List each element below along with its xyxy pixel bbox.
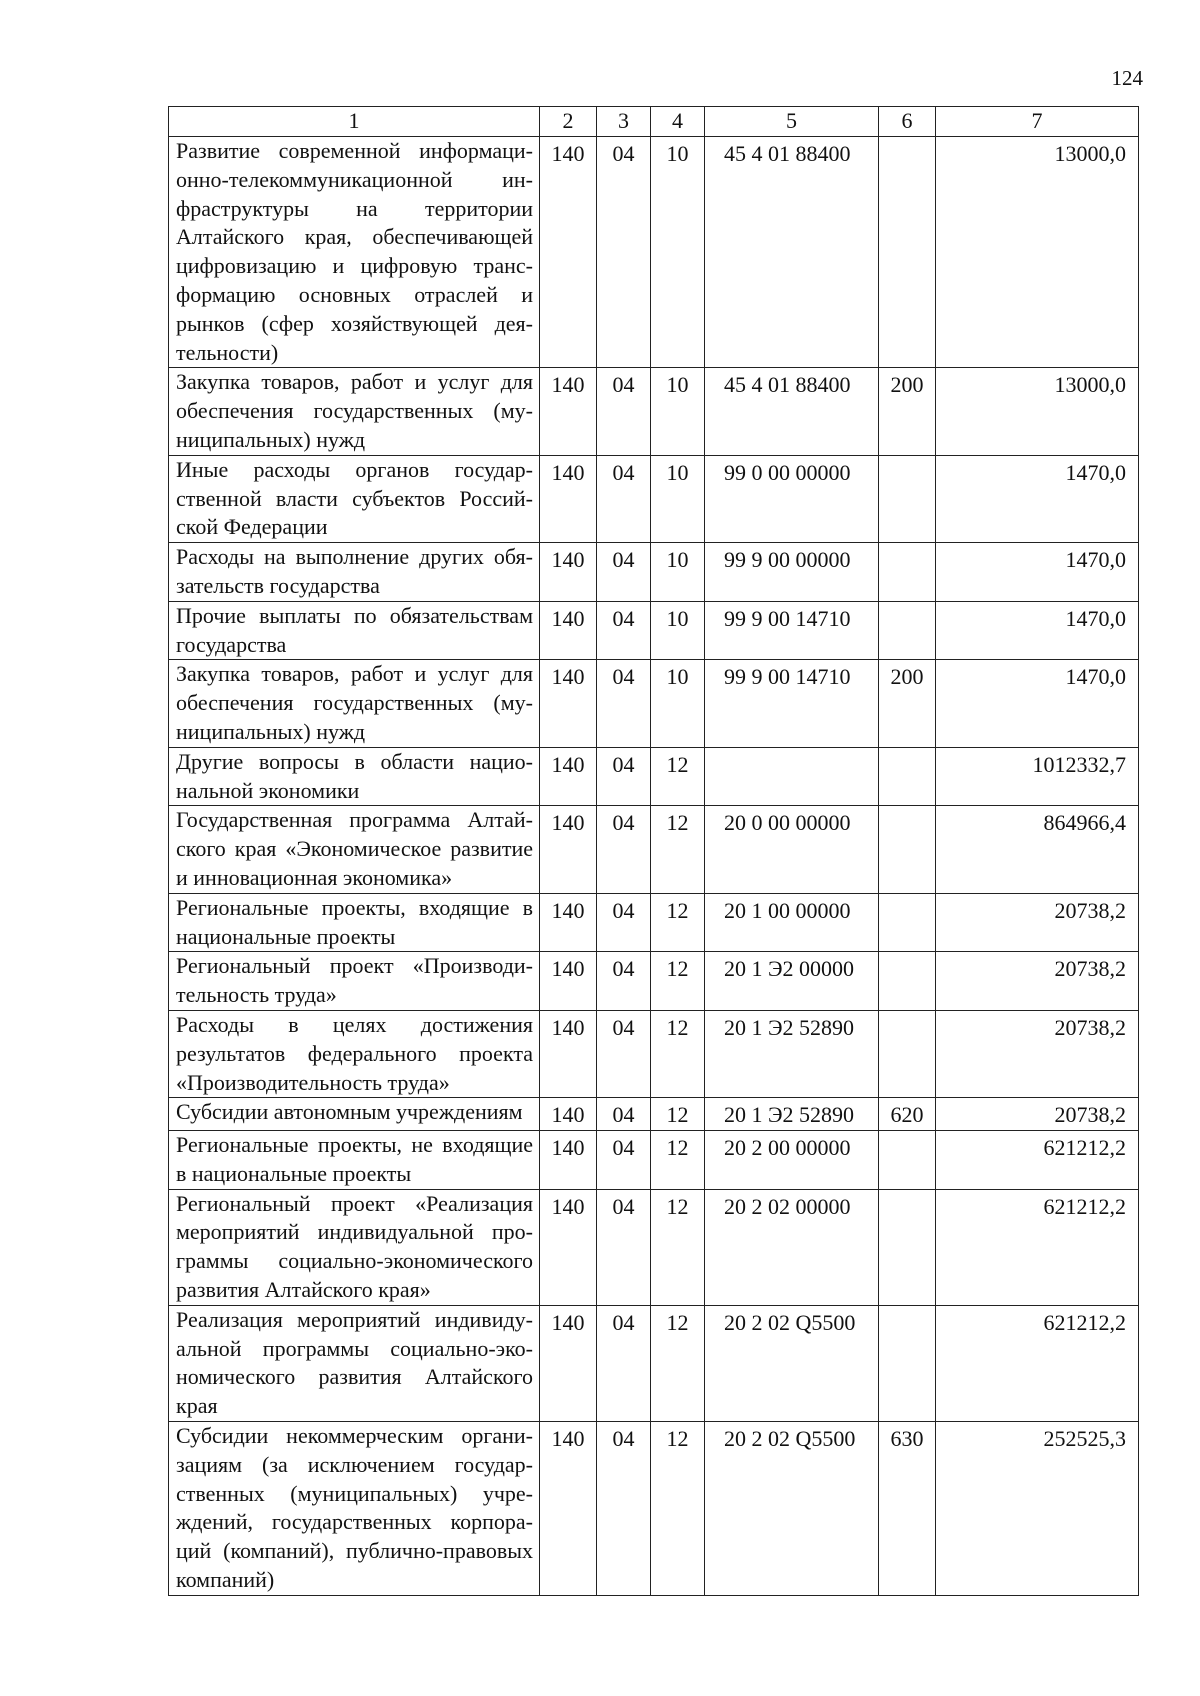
subsection-cell: 10 <box>651 543 705 602</box>
ministry-code-cell: 140 <box>540 1098 597 1131</box>
item-name-cell: Другие вопросы в области национальной экономики <box>169 747 540 806</box>
item-name-cell: Региональные проекты, входящие в национальные проекты <box>169 893 540 952</box>
expense-type-cell <box>879 137 936 368</box>
amount-cell: 1012332,7 <box>936 747 1139 806</box>
ministry-code-cell: 140 <box>540 455 597 542</box>
subsection-cell: 10 <box>651 601 705 660</box>
budget-table <box>168 106 1139 1596</box>
table-row <box>169 952 1139 1011</box>
item-name-cell: Расходы в целях достижения результатов федерального проекта «Производительность труда» <box>169 1010 540 1097</box>
subsection-cell: 12 <box>651 952 705 1011</box>
subsection-cell: 12 <box>651 806 705 893</box>
item-name-cell: Закупка товаров, работ и услуг для обеспечения государственных (муниципальных) нужд <box>169 660 540 747</box>
section-cell: 04 <box>597 1422 651 1596</box>
table-row <box>169 368 1139 455</box>
table-row <box>169 747 1139 806</box>
amount-cell: 1470,0 <box>936 543 1139 602</box>
ministry-code-cell: 140 <box>540 806 597 893</box>
ministry-code-cell: 140 <box>540 601 597 660</box>
target-article-cell: 20 1 Э2 52890 <box>705 1010 879 1097</box>
expense-type-cell <box>879 1131 936 1190</box>
target-article-cell: 20 0 00 00000 <box>705 806 879 893</box>
column-header: 7 <box>936 107 1139 137</box>
ministry-code-cell: 140 <box>540 543 597 602</box>
target-article-cell: 45 4 01 88400 <box>705 137 879 368</box>
table-row <box>169 1422 1139 1596</box>
table-row <box>169 806 1139 893</box>
expense-type-cell <box>879 1010 936 1097</box>
target-article-cell: 45 4 01 88400 <box>705 368 879 455</box>
amount-cell: 1470,0 <box>936 455 1139 542</box>
target-article-cell: 20 2 02 00000 <box>705 1189 879 1305</box>
target-article-cell: 99 9 00 14710 <box>705 601 879 660</box>
item-name-cell: Региональный проект «Производительность труда» <box>169 952 540 1011</box>
item-name-cell: Государственная программа Алтайского края «Экономическое развитие и инновационная экономика» <box>169 806 540 893</box>
subsection-cell: 12 <box>651 893 705 952</box>
item-name-cell: Субсидии автономным учреждениям <box>169 1098 540 1131</box>
column-header: 4 <box>651 107 705 137</box>
table-row <box>169 1131 1139 1190</box>
section-cell: 04 <box>597 1098 651 1131</box>
ministry-code-cell: 140 <box>540 747 597 806</box>
section-cell: 04 <box>597 806 651 893</box>
item-name-cell: Региональные проекты, не входящие в национальные проекты <box>169 1131 540 1190</box>
subsection-cell: 12 <box>651 1189 705 1305</box>
expense-type-cell <box>879 1305 936 1421</box>
section-cell: 04 <box>597 660 651 747</box>
target-article-cell: 20 1 Э2 52890 <box>705 1098 879 1131</box>
subsection-cell: 12 <box>651 1422 705 1596</box>
section-cell: 04 <box>597 893 651 952</box>
table-row <box>169 1189 1139 1305</box>
section-cell: 04 <box>597 543 651 602</box>
ministry-code-cell: 140 <box>540 137 597 368</box>
subsection-cell: 10 <box>651 455 705 542</box>
table-row <box>169 601 1139 660</box>
subsection-cell: 12 <box>651 1131 705 1190</box>
expense-type-cell: 200 <box>879 660 936 747</box>
ministry-code-cell: 140 <box>540 1131 597 1190</box>
target-article-cell: 20 1 00 00000 <box>705 893 879 952</box>
item-name-cell: Расходы на выполнение других обязательств государства <box>169 543 540 602</box>
table-row <box>169 455 1139 542</box>
amount-cell: 20738,2 <box>936 893 1139 952</box>
amount-cell: 252525,3 <box>936 1422 1139 1596</box>
ministry-code-cell: 140 <box>540 893 597 952</box>
item-name-cell: Развитие современной информационно-телекоммуникационной инфраструктуры на территории Алтайского края, обеспечивающей цифровизацию и цифровую трансформацию основных отраслей и рынков (сфер хозяйствующей деятельности) <box>169 137 540 368</box>
item-name-cell: Прочие выплаты по обязательствам государства <box>169 601 540 660</box>
target-article-cell: 20 2 02 Q5500 <box>705 1422 879 1596</box>
target-article-cell: 20 1 Э2 00000 <box>705 952 879 1011</box>
table-row <box>169 1098 1139 1131</box>
subsection-cell: 12 <box>651 747 705 806</box>
expense-type-cell: 630 <box>879 1422 936 1596</box>
target-article-cell: 20 2 02 Q5500 <box>705 1305 879 1421</box>
item-name-cell: Иные расходы органов государственной власти субъектов Российской Федерации <box>169 455 540 542</box>
column-header: 6 <box>879 107 936 137</box>
amount-cell: 13000,0 <box>936 137 1139 368</box>
subsection-cell: 12 <box>651 1098 705 1131</box>
expense-type-cell: 200 <box>879 368 936 455</box>
table-row <box>169 543 1139 602</box>
target-article-cell: 99 9 00 00000 <box>705 543 879 602</box>
amount-cell: 864966,4 <box>936 806 1139 893</box>
column-header: 1 <box>169 107 540 137</box>
ministry-code-cell: 140 <box>540 1305 597 1421</box>
amount-cell: 1470,0 <box>936 601 1139 660</box>
table-row <box>169 1305 1139 1421</box>
section-cell: 04 <box>597 368 651 455</box>
section-cell: 04 <box>597 137 651 368</box>
target-article-cell <box>705 747 879 806</box>
amount-cell: 20738,2 <box>936 1098 1139 1131</box>
expense-type-cell <box>879 1189 936 1305</box>
amount-cell: 1470,0 <box>936 660 1139 747</box>
item-name-cell: Закупка товаров, работ и услуг для обеспечения государственных (муниципальных) нужд <box>169 368 540 455</box>
expense-type-cell <box>879 893 936 952</box>
target-article-cell: 99 0 00 00000 <box>705 455 879 542</box>
item-name-cell: Субсидии некоммерческим организациям (за исключением государственных (муниципальных) учреждений, государственных корпораций (компаний), публично-правовых компаний) <box>169 1422 540 1596</box>
amount-cell: 13000,0 <box>936 368 1139 455</box>
section-cell: 04 <box>597 601 651 660</box>
item-name-cell: Региональный проект «Реализация мероприятий индивидуальной программы социально-экономического развития Алтайского края» <box>169 1189 540 1305</box>
column-header: 2 <box>540 107 597 137</box>
ministry-code-cell: 140 <box>540 660 597 747</box>
amount-cell: 20738,2 <box>936 1010 1139 1097</box>
ministry-code-cell: 140 <box>540 1189 597 1305</box>
amount-cell: 621212,2 <box>936 1189 1139 1305</box>
expense-type-cell: 620 <box>879 1098 936 1131</box>
target-article-cell: 99 9 00 14710 <box>705 660 879 747</box>
expense-type-cell <box>879 952 936 1011</box>
expense-type-cell <box>879 601 936 660</box>
section-cell: 04 <box>597 455 651 542</box>
expense-type-cell <box>879 455 936 542</box>
target-article-cell: 20 2 00 00000 <box>705 1131 879 1190</box>
expense-type-cell <box>879 747 936 806</box>
subsection-cell: 10 <box>651 368 705 455</box>
subsection-cell: 10 <box>651 137 705 368</box>
subsection-cell: 10 <box>651 660 705 747</box>
table-row <box>169 660 1139 747</box>
section-cell: 04 <box>597 1010 651 1097</box>
section-cell: 04 <box>597 1131 651 1190</box>
amount-cell: 20738,2 <box>936 952 1139 1011</box>
subsection-cell: 12 <box>651 1010 705 1097</box>
item-name-cell: Реализация мероприятий индивидуальной программы социально-экономического развития Алтайского края <box>169 1305 540 1421</box>
expense-type-cell <box>879 543 936 602</box>
column-header: 5 <box>705 107 879 137</box>
section-cell: 04 <box>597 952 651 1011</box>
ministry-code-cell: 140 <box>540 368 597 455</box>
page-number: 124 <box>1111 66 1143 90</box>
section-cell: 04 <box>597 1305 651 1421</box>
header-row <box>169 107 1139 137</box>
table-row <box>169 893 1139 952</box>
table-row <box>169 137 1139 368</box>
expense-type-cell <box>879 806 936 893</box>
ministry-code-cell: 140 <box>540 1422 597 1596</box>
table-row <box>169 1010 1139 1097</box>
section-cell: 04 <box>597 1189 651 1305</box>
section-cell: 04 <box>597 747 651 806</box>
subsection-cell: 12 <box>651 1305 705 1421</box>
ministry-code-cell: 140 <box>540 1010 597 1097</box>
amount-cell: 621212,2 <box>936 1305 1139 1421</box>
ministry-code-cell: 140 <box>540 952 597 1011</box>
amount-cell: 621212,2 <box>936 1131 1139 1190</box>
column-header: 3 <box>597 107 651 137</box>
